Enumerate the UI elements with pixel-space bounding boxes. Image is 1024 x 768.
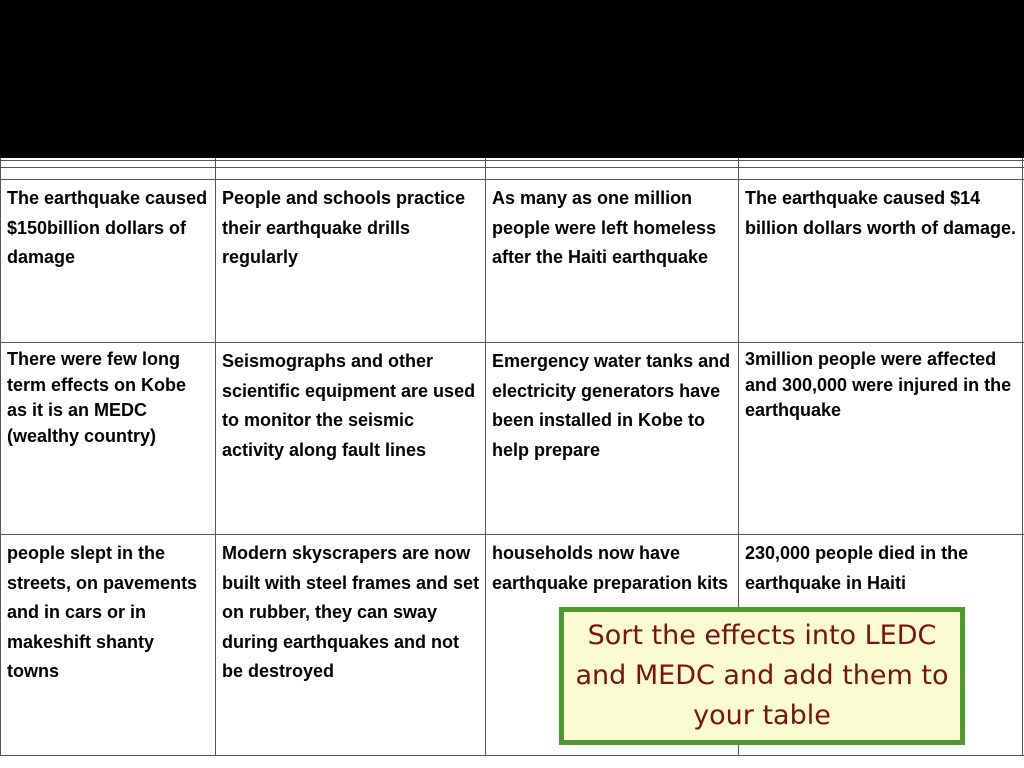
table-cell: Modern skyscrapers are now built with steel frames and set on rubber, they can sway during earthquakes and not be destroyed <box>222 543 480 681</box>
instruction-text: Sort the effects into LEDC and MEDC and add them to your table <box>575 620 949 731</box>
table-cell: As many as one million people were left homeless after the Haiti earthquake <box>492 188 717 267</box>
row-divider <box>0 160 1024 161</box>
table-cell: The earthquake caused $150billion dollars of damage <box>7 188 208 267</box>
table-cell: Seismographs and other scientific equipment are used to monitor the seismic activity along fault lines <box>222 351 476 460</box>
table-cell: households now have earthquake preparation kits <box>492 543 729 593</box>
table-cell: People and schools practice their earthquake drills regularly <box>222 188 466 267</box>
table-cell: 230,000 people died in the earthquake in Haiti <box>745 543 969 593</box>
instruction-callout <box>559 607 965 745</box>
title-band <box>0 0 1024 158</box>
column-divider <box>1022 158 1023 756</box>
row-divider <box>0 167 1024 168</box>
table-cell: Emergency water tanks and electricity generators have been installed in Kobe to help prepare <box>492 351 731 460</box>
table-cell: 3million people were affected and 300,000 were injured in the earthquake <box>745 349 1012 420</box>
table-cell: The earthquake caused $14 billion dollars worth of damage. <box>745 188 1017 238</box>
row-divider <box>0 755 1024 756</box>
table-cell: people slept in the streets, on pavements and in cars or in makeshift shanty towns <box>7 543 198 681</box>
table-cell: There were few long term effects on Kobe as it is an MEDC (wealthy country) <box>7 349 187 446</box>
